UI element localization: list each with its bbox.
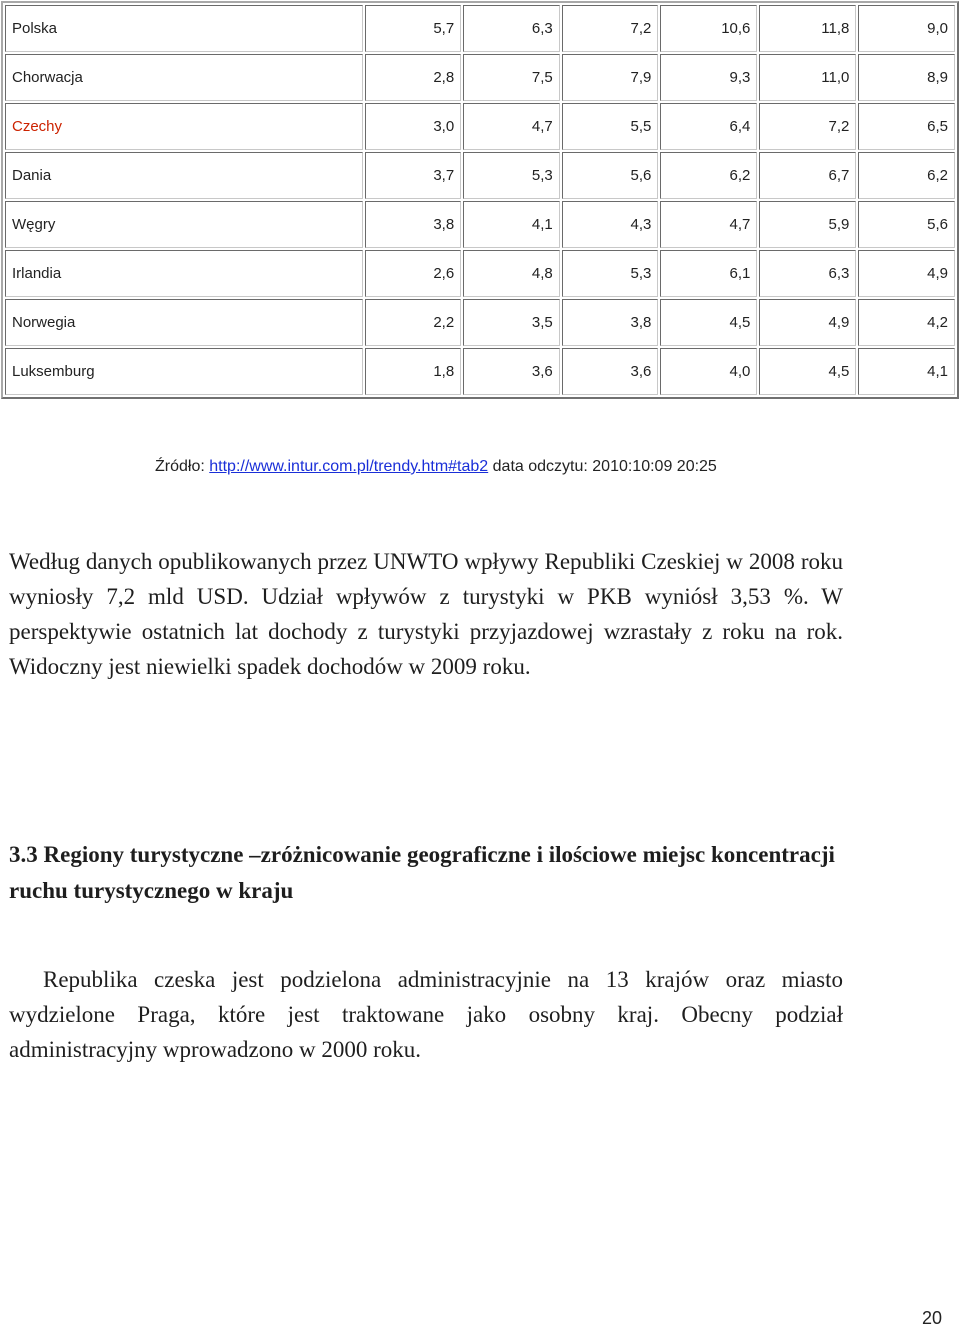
value-cell: 4,3 <box>562 201 659 248</box>
value-cell: 1,8 <box>365 348 462 395</box>
value-cell: 5,7 <box>365 5 462 52</box>
value-cell: 6,1 <box>660 250 757 297</box>
value-cell: 3,7 <box>365 152 462 199</box>
table-row <box>5 250 955 297</box>
value-cell: 6,5 <box>858 103 955 150</box>
value-cell: 2,6 <box>365 250 462 297</box>
unwto-receipts-paragraph: Według danych opublikowanych przez UNWTO wpływy Republiki Czeskiej w 2008 roku wyniosły 7,2 mld USD. Udział wpływów z turystyki w PKB wyniósł 3,53 %. W perspektywie ostatnich lat dochody z turystyki przyjazdowej wzrastały z roku na rok. Widoczny jest niewielki spadek dochodów w 2009 roku. <box>9 549 843 679</box>
value-cell: 4,2 <box>858 299 955 346</box>
table-row <box>5 54 955 101</box>
value-cell: 7,9 <box>562 54 659 101</box>
section-heading: 3.3 Regiony turystyczne –zróżnicowanie geograficzne i ilościowe miejsc koncentracji ruchu turystycznego w kraju <box>9 842 835 903</box>
source-link[interactable]: http://www.intur.com.pl/trendy.htm#tab2 <box>209 458 489 475</box>
table-row <box>5 5 955 52</box>
value-cell: 4,9 <box>759 299 856 346</box>
table-body <box>5 5 955 395</box>
value-cell: 9,3 <box>660 54 757 101</box>
country-cell: Luksemburg <box>5 348 363 395</box>
value-cell: 5,5 <box>562 103 659 150</box>
value-cell: 10,6 <box>660 5 757 52</box>
value-cell: 4,0 <box>660 348 757 395</box>
country-cell-highlighted: Czechy <box>5 103 363 150</box>
value-cell: 7,2 <box>562 5 659 52</box>
value-cell: 5,9 <box>759 201 856 248</box>
value-cell: 4,1 <box>463 201 560 248</box>
source-prefix: Źródło: <box>155 458 210 475</box>
administrative-division-paragraph <box>9 962 843 1067</box>
country-cell: Norwegia <box>5 299 363 346</box>
value-cell: 3,0 <box>365 103 462 150</box>
value-cell: 8,9 <box>858 54 955 101</box>
value-cell: 5,6 <box>858 201 955 248</box>
tourism-receipts-table <box>1 1 959 399</box>
value-cell: 9,0 <box>858 5 955 52</box>
value-cell: 4,8 <box>463 250 560 297</box>
page-number: 20 <box>921 1308 942 1328</box>
country-cell: Polska <box>5 5 363 52</box>
value-cell: 6,2 <box>858 152 955 199</box>
administrative-division-text: Republika czeska jest podzielona administracyjnie na 13 krajów oraz miasto wydzielone Praga, które jest traktowane jako osobny kraj. Obecny podział administracyjny wprowadzono w 2000 roku. <box>9 967 843 1062</box>
source-note <box>155 458 717 476</box>
value-cell: 6,3 <box>759 250 856 297</box>
value-cell: 4,1 <box>858 348 955 395</box>
value-cell: 6,2 <box>660 152 757 199</box>
table-row <box>5 152 955 199</box>
value-cell: 3,5 <box>463 299 560 346</box>
value-cell: 3,6 <box>463 348 560 395</box>
value-cell: 4,7 <box>463 103 560 150</box>
value-cell: 7,2 <box>759 103 856 150</box>
value-cell: 4,5 <box>759 348 856 395</box>
value-cell: 2,2 <box>365 299 462 346</box>
country-cell: Irlandia <box>5 250 363 297</box>
value-cell: 3,8 <box>562 299 659 346</box>
value-cell: 4,5 <box>660 299 757 346</box>
source-access-date: data odczytu: 2010:10:09 20:25 <box>488 458 717 475</box>
value-cell: 5,3 <box>562 250 659 297</box>
value-cell: 5,6 <box>562 152 659 199</box>
value-cell: 6,7 <box>759 152 856 199</box>
value-cell: 11,0 <box>759 54 856 101</box>
table-row-highlighted <box>5 103 955 150</box>
value-cell: 3,6 <box>562 348 659 395</box>
value-cell: 6,4 <box>660 103 757 150</box>
country-cell: Dania <box>5 152 363 199</box>
table-row <box>5 201 955 248</box>
value-cell: 5,3 <box>463 152 560 199</box>
table-row <box>5 348 955 395</box>
country-cell: Węgry <box>5 201 363 248</box>
country-cell: Chorwacja <box>5 54 363 101</box>
value-cell: 3,8 <box>365 201 462 248</box>
value-cell: 6,3 <box>463 5 560 52</box>
table-row <box>5 299 955 346</box>
value-cell: 4,9 <box>858 250 955 297</box>
value-cell: 7,5 <box>463 54 560 101</box>
value-cell: 4,7 <box>660 201 757 248</box>
value-cell: 11,8 <box>759 5 856 52</box>
value-cell: 2,8 <box>365 54 462 101</box>
